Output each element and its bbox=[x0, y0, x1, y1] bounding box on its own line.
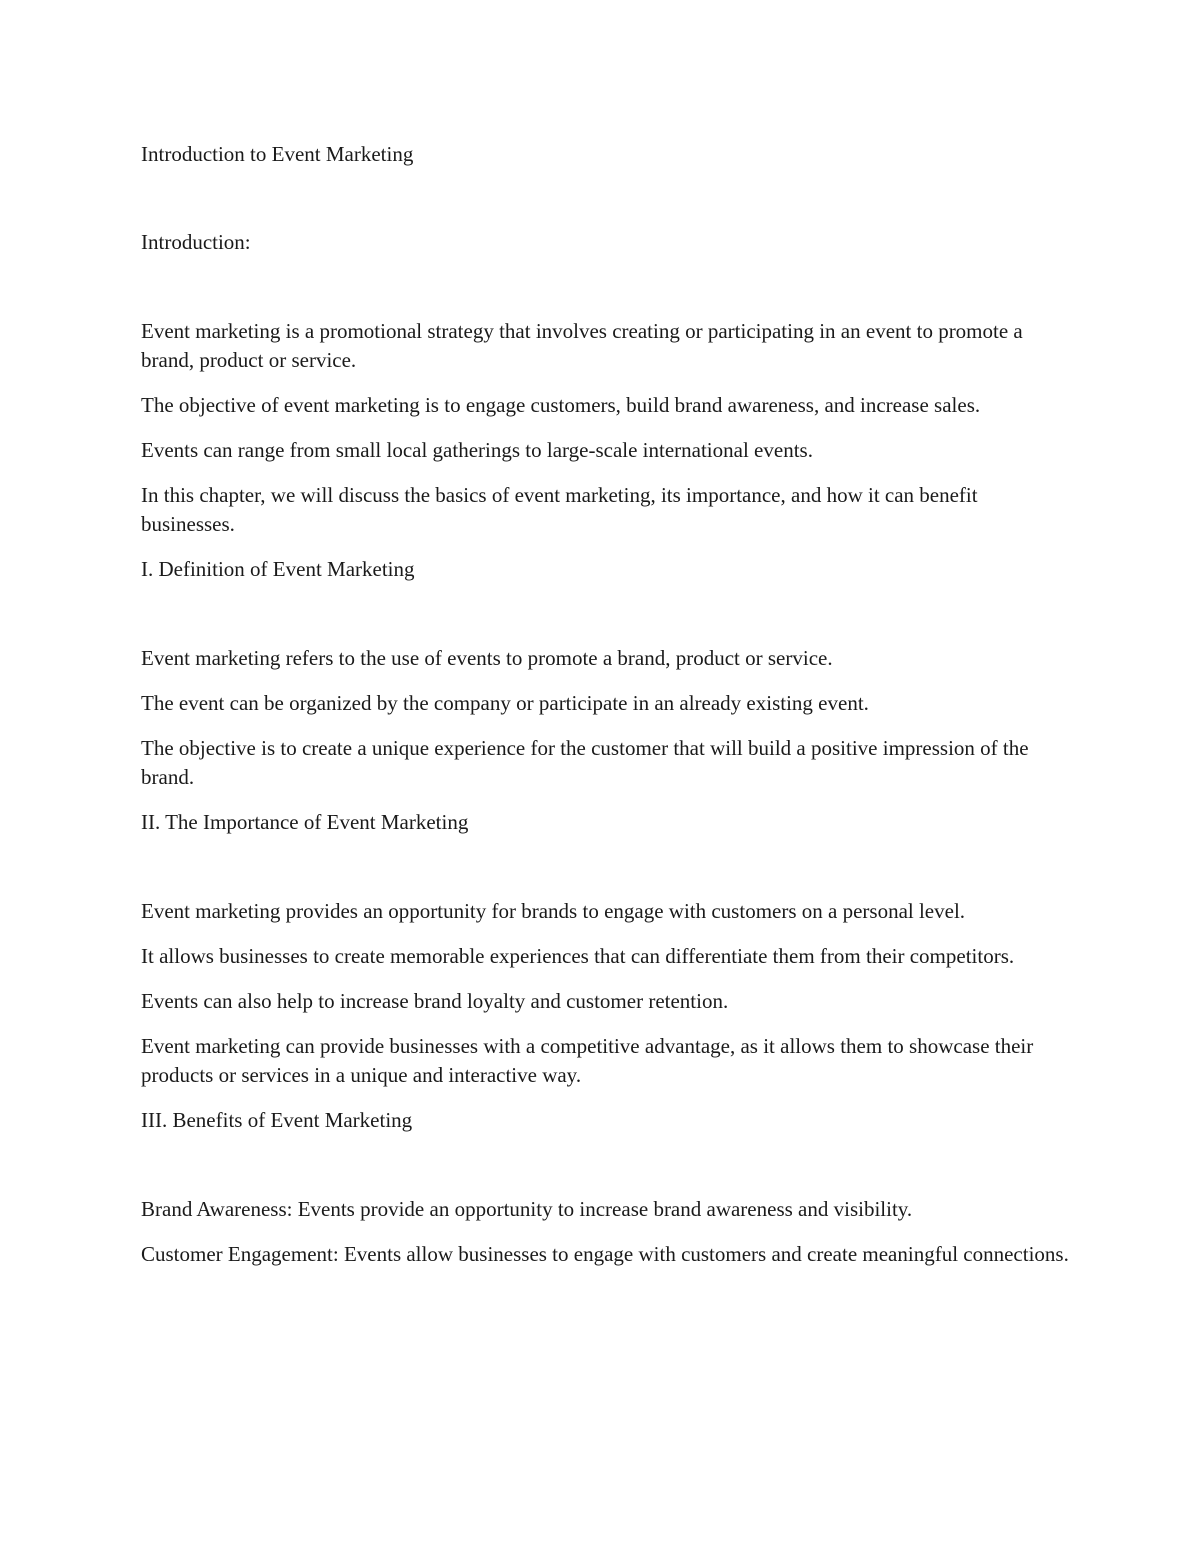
section-2-paragraph-3: Events can also help to increase brand loyalty and customer retention. bbox=[141, 989, 729, 1013]
section-2-paragraph-1: Event marketing provides an opportunity for brands to engage with customers on a personal level. bbox=[141, 899, 966, 923]
section-3-paragraph-2: Customer Engagement: Events allow businesses to engage with customers and create meaningful connections. bbox=[141, 1242, 1069, 1266]
section-2-heading: II. The Importance of Event Marketing bbox=[141, 810, 469, 834]
intro-paragraph-1: Event marketing is a promotional strategy that involves creating or participating in an event to promote a brand, product or service. bbox=[141, 319, 1023, 372]
document-body bbox=[141, 140, 1071, 1285]
intro-paragraph-3: Events can range from small local gatherings to large-scale international events. bbox=[141, 438, 813, 462]
section-1-paragraph-2: The event can be organized by the company or participate in an already existing event. bbox=[141, 691, 869, 715]
document-title: Introduction to Event Marketing bbox=[141, 142, 414, 166]
intro-label: Introduction: bbox=[141, 230, 251, 254]
intro-paragraph-4: In this chapter, we will discuss the basics of event marketing, its importance, and how it can benefit businesses. bbox=[141, 483, 978, 536]
section-3-paragraph-1: Brand Awareness: Events provide an opportunity to increase brand awareness and visibility. bbox=[141, 1197, 913, 1221]
section-3-heading: III. Benefits of Event Marketing bbox=[141, 1108, 413, 1132]
section-1-paragraph-3: The objective is to create a unique experience for the customer that will build a positive impression of the brand. bbox=[141, 736, 1029, 789]
intro-paragraph-2: The objective of event marketing is to engage customers, build brand awareness, and increase sales. bbox=[141, 393, 981, 417]
section-1-heading: I. Definition of Event Marketing bbox=[141, 557, 415, 581]
section-1-paragraph-1: Event marketing refers to the use of events to promote a brand, product or service. bbox=[141, 646, 833, 670]
section-2-paragraph-4: Event marketing can provide businesses with a competitive advantage, as it allows them to showcase their products or services in a unique and interactive way. bbox=[141, 1034, 1034, 1087]
section-2-paragraph-2: It allows businesses to create memorable experiences that can differentiate them from their competitors. bbox=[141, 944, 1015, 968]
